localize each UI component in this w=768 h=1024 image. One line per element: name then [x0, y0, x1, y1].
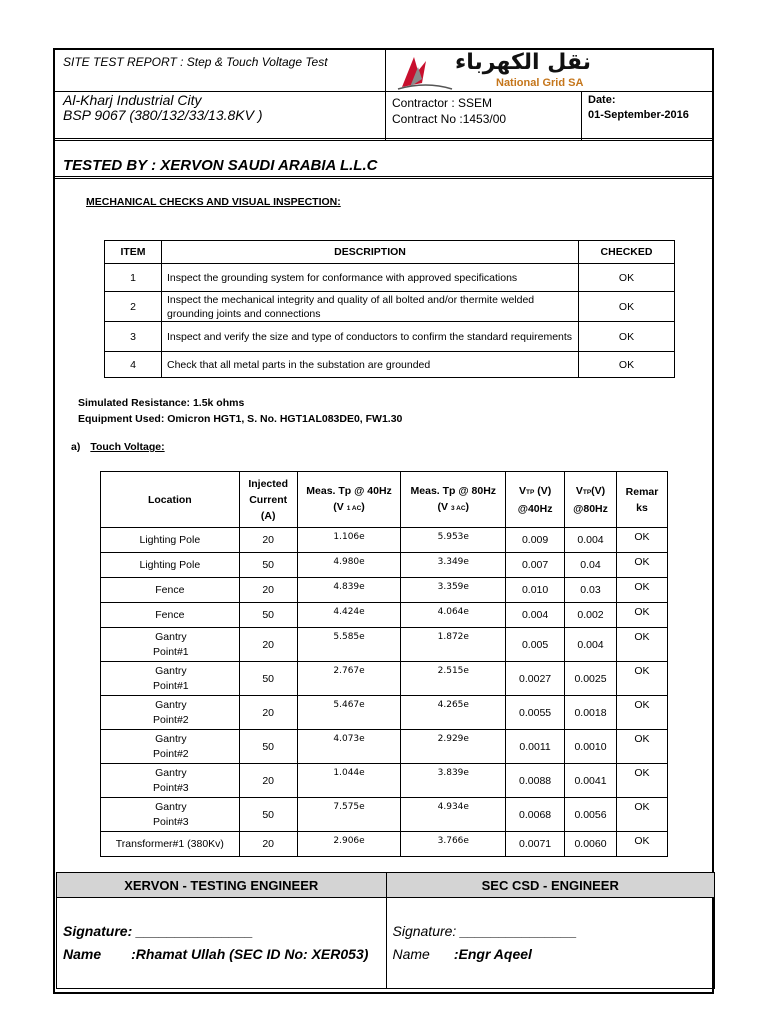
tp80-cell: 4.934e [401, 798, 506, 832]
date-value: 01-September-2016 [588, 109, 689, 121]
v80-cell: 0.004 [565, 628, 617, 662]
item-checked: OK [579, 292, 675, 322]
current-cell: 50 [239, 662, 297, 696]
v80-cell: 0.0060 [565, 832, 617, 857]
tp40-cell: 4.839e [297, 578, 401, 603]
v80-cell: 0.002 [565, 603, 617, 628]
tp80-cell: 1.872e [401, 628, 506, 662]
location-cell: Lighting Pole [101, 528, 240, 553]
v80-cell: 0.0056 [565, 798, 617, 832]
column-header: ITEM [105, 241, 162, 264]
table-row [101, 578, 668, 603]
header-rule [53, 178, 714, 179]
location-line: Point#1 [153, 679, 189, 692]
header-text: (V) @80Hz [573, 484, 608, 515]
location-cell: Transformer#1 (380Kv) [101, 832, 240, 857]
remarks-cell: OK [616, 528, 667, 553]
location-cell: Fence [101, 603, 240, 628]
contractor-name: Contractor : SSEM [392, 96, 493, 110]
v40-cell: 0.007 [506, 553, 565, 578]
site-location [63, 93, 263, 123]
header-rule [53, 140, 714, 141]
location-cell: Fence [101, 578, 240, 603]
tp80-cell: 4.064e [401, 603, 506, 628]
v80-cell: 0.004 [565, 528, 617, 553]
header-text: (V) @40Hz [517, 484, 553, 515]
item-description: Inspect the grounding system for conformance with approved specifications [162, 264, 579, 292]
table-row [105, 264, 675, 292]
column-header: Injected Current (A) [239, 472, 297, 528]
remarks-cell: OK [616, 764, 667, 798]
v40-cell: 0.010 [506, 578, 565, 603]
column-header [565, 472, 617, 528]
v40-cell: 0.0071 [506, 832, 565, 857]
tp40-cell: 2.767e [297, 662, 401, 696]
table-row [101, 528, 668, 553]
table-row [101, 662, 668, 696]
engineer-name: :Rhamat Ullah (SEC ID No: XER053) [131, 946, 369, 962]
item-number: 2 [105, 292, 162, 322]
header-text: Meas. Tp @ 80Hz (V [410, 484, 497, 513]
column-header [506, 472, 565, 528]
item-description: Check that all metal parts in the substation are grounded [162, 352, 579, 378]
tp80-cell: 3.349e [401, 553, 506, 578]
name-label: Name [63, 946, 102, 962]
current-cell: 20 [239, 528, 297, 553]
location-cell [101, 764, 240, 798]
remarks-cell: OK [616, 832, 667, 857]
table-row [101, 603, 668, 628]
tp80-cell: 5.953e [401, 528, 506, 553]
current-cell: 20 [239, 764, 297, 798]
location-line: Gantry [155, 698, 187, 711]
current-cell: 50 [239, 553, 297, 578]
equipment-used: Equipment Used: Omicron HGT1, S. No. HGT1AL083DE0, FW1.30 [78, 413, 403, 425]
remarks-cell: OK [616, 730, 667, 764]
tested-by: TESTED BY : XERVON SAUDI ARABIA L.L.C [63, 157, 378, 174]
v80-cell: 0.03 [565, 578, 617, 603]
location-line: Point#2 [153, 747, 189, 760]
current-cell: 20 [239, 578, 297, 603]
signoff-table [56, 872, 715, 989]
tp40-cell: 5.467e [297, 696, 401, 730]
engineer-name-line [393, 943, 709, 966]
current-cell: 50 [239, 603, 297, 628]
location-line: Gantry [155, 766, 187, 779]
current-cell: 50 [239, 798, 297, 832]
item-description: Inspect the mechanical integrity and quality of all bolted and/or thermite welded grounding joints and connections [162, 292, 579, 322]
column-header: DESCRIPTION [162, 241, 579, 264]
header-rule [53, 176, 714, 177]
header-text: Meas. Tp @ 40Hz (V [306, 484, 392, 513]
header-subscript: TP [525, 488, 535, 496]
sec-signoff [386, 898, 715, 989]
name-label: Name [392, 946, 430, 962]
header-divider [581, 91, 582, 140]
v40-cell: 0.0088 [506, 764, 565, 798]
v40-cell: 0.005 [506, 628, 565, 662]
touch-voltage-table [100, 471, 668, 857]
item-checked: OK [579, 352, 675, 378]
remarks-cell: OK [616, 628, 667, 662]
table-header-row [101, 472, 668, 528]
table-row [101, 832, 668, 857]
touch-voltage-heading [71, 441, 165, 453]
column-header: Remar ks [616, 472, 667, 528]
table-row [101, 553, 668, 578]
location-cell [101, 730, 240, 764]
tp80-cell: 2.515e [401, 662, 506, 696]
item-number: 4 [105, 352, 162, 378]
table-row [101, 798, 668, 832]
report-title: SITE TEST REPORT : Step & Touch Voltage Test [63, 55, 328, 69]
column-header: Meas. Tp @ 40Hz (V 1 AC) [297, 472, 401, 528]
v80-cell: 0.0041 [565, 764, 617, 798]
table-row [101, 628, 668, 662]
v80-cell: 0.0010 [565, 730, 617, 764]
sec-engineer-title: SEC CSD - ENGINEER [386, 873, 715, 898]
logo-arabic-text: نقل الكهرباء [455, 50, 591, 75]
table-row [105, 322, 675, 352]
remarks-cell: OK [616, 578, 667, 603]
item-number: 1 [105, 264, 162, 292]
tp40-cell: 1.106e [297, 528, 401, 553]
tp40-cell: 2.906e [297, 832, 401, 857]
location-line: Point#3 [153, 815, 189, 828]
header-rule [53, 138, 714, 139]
column-header: CHECKED [579, 241, 675, 264]
v40-cell: 0.0011 [506, 730, 565, 764]
column-header: Location [101, 472, 240, 528]
tp80-cell: 3.839e [401, 764, 506, 798]
logo-english-text: National Grid SA [496, 77, 584, 89]
current-cell: 50 [239, 730, 297, 764]
location-cell [101, 662, 240, 696]
section-marker: a) [71, 441, 81, 453]
tp80-cell: 4.265e [401, 696, 506, 730]
table-row [105, 292, 675, 322]
table-row [101, 696, 668, 730]
header-subscript: TP [582, 488, 592, 496]
header-text: V [518, 484, 526, 497]
remarks-cell: OK [616, 603, 667, 628]
remarks-cell: OK [616, 662, 667, 696]
location-line: Point#3 [153, 781, 189, 794]
xervon-engineer-title: XERVON - TESTING ENGINEER [57, 873, 387, 898]
signoff-header-row [57, 873, 715, 898]
tp40-cell: 5.585e [297, 628, 401, 662]
tp80-cell: 2.929e [401, 730, 506, 764]
table-header-row [105, 241, 675, 264]
bsp-number: BSP 9067 (380/132/33/13.8KV ) [63, 107, 263, 123]
engineer-name: :Engr Aqeel [453, 946, 532, 962]
signature-label: Signature: _______________ [63, 923, 253, 939]
v40-cell: 0.0055 [506, 696, 565, 730]
header-divider [385, 48, 386, 140]
item-description: Inspect and verify the size and type of conductors to confirm the standard requirements [162, 322, 579, 352]
signature-label: Signature: _______________ [392, 923, 578, 939]
header-subscript: 1 AC [346, 504, 362, 512]
tp40-cell: 7.575e [297, 798, 401, 832]
location-line: Gantry [155, 732, 187, 745]
tp40-cell: 1.044e [297, 764, 401, 798]
remarks-cell: OK [616, 696, 667, 730]
v40-cell: 0.004 [506, 603, 565, 628]
header-text: V [575, 484, 583, 497]
engineer-name-line [63, 943, 380, 966]
current-cell: 20 [239, 696, 297, 730]
v40-cell: 0.009 [506, 528, 565, 553]
current-cell: 20 [239, 628, 297, 662]
v40-cell: 0.0068 [506, 798, 565, 832]
location-cell [101, 696, 240, 730]
simulated-resistance: Simulated Resistance: 1.5k ohms [78, 397, 245, 409]
table-row [101, 764, 668, 798]
location-cell [101, 798, 240, 832]
tp80-cell: 3.359e [401, 578, 506, 603]
contract-number: Contract No :1453/00 [392, 112, 507, 126]
location-cell: Lighting Pole [101, 553, 240, 578]
v80-cell: 0.0025 [565, 662, 617, 696]
table-row [101, 730, 668, 764]
v80-cell: 0.04 [565, 553, 617, 578]
remarks-cell: OK [616, 553, 667, 578]
location-line: Point#2 [153, 713, 189, 726]
contractor-block [392, 95, 506, 127]
date-label: Date: [588, 94, 616, 106]
tp40-cell: 4.073e [297, 730, 401, 764]
item-checked: OK [579, 322, 675, 352]
current-cell: 20 [239, 832, 297, 857]
header-subscript: 3 AC [450, 504, 466, 512]
v80-cell: 0.0018 [565, 696, 617, 730]
item-number: 3 [105, 322, 162, 352]
mechanical-checks-table [104, 240, 675, 378]
touch-voltage-title: Touch Voltage: [90, 441, 165, 453]
column-header: Meas. Tp @ 80Hz (V 3 AC) [401, 472, 506, 528]
remarks-cell: OK [616, 798, 667, 832]
test-info [78, 395, 402, 427]
location-line: Point#1 [153, 645, 189, 658]
signature-line [63, 920, 380, 943]
table-row [105, 352, 675, 378]
v40-cell: 0.0027 [506, 662, 565, 696]
tp80-cell: 3.766e [401, 832, 506, 857]
xervon-signoff [57, 898, 387, 989]
signature-line [393, 920, 709, 943]
location-line: Gantry [155, 664, 187, 677]
mechanical-section-title: MECHANICAL CHECKS AND VISUAL INSPECTION: [86, 196, 341, 208]
location-line: Gantry [155, 800, 187, 813]
location-cell [101, 628, 240, 662]
signoff-body-row [57, 898, 715, 989]
city-name: Al-Kharj Industrial City [63, 92, 202, 108]
tp40-cell: 4.980e [297, 553, 401, 578]
tp40-cell: 4.424e [297, 603, 401, 628]
item-checked: OK [579, 264, 675, 292]
location-line: Gantry [155, 630, 187, 643]
